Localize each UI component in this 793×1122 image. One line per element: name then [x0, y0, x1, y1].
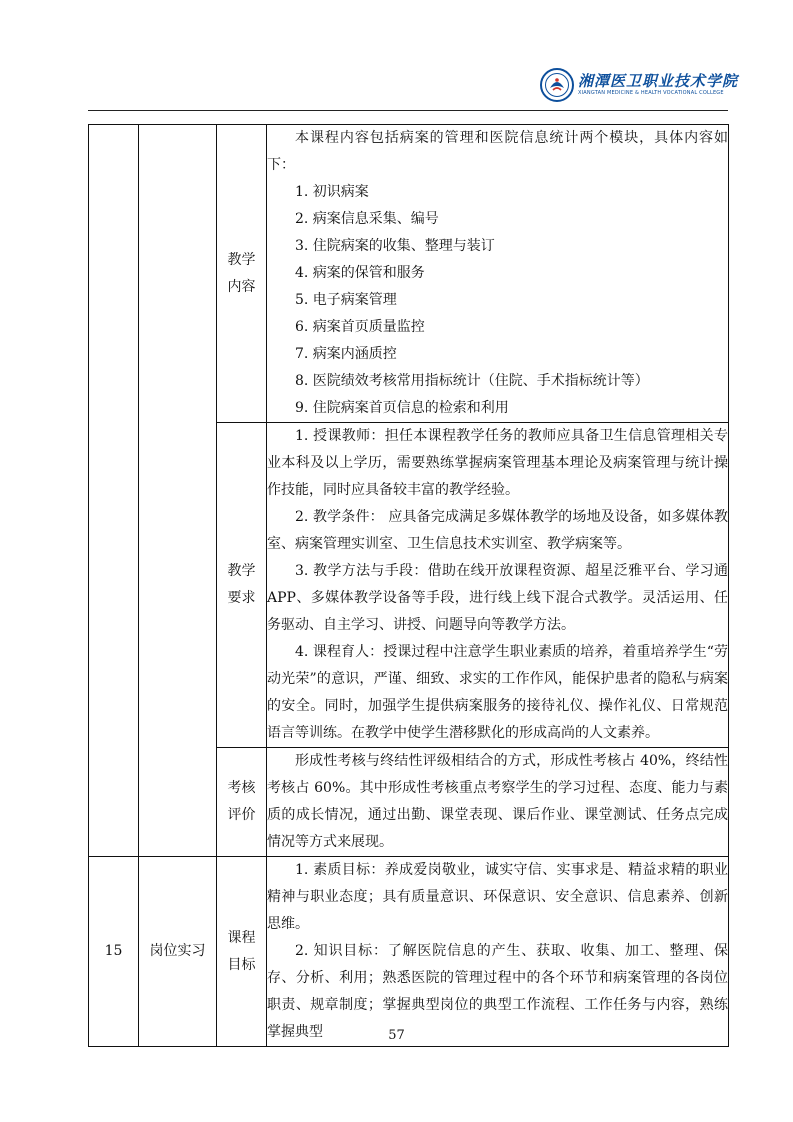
- course-name-cell-empty: [139, 125, 217, 857]
- label-line: 评价: [227, 807, 256, 823]
- list-item: 8. 医院绩效考核常用指标统计（住院、手术指标统计等）: [295, 373, 649, 389]
- number-cell-empty: [89, 125, 139, 857]
- list-item: 2. 病案信息采集、编号: [295, 211, 439, 227]
- list-item: 7. 病案内涵质控: [295, 346, 397, 362]
- college-logo: [540, 68, 740, 108]
- paragraph: 2. 教学条件： 应具备完成满足多媒体教学的场地及设备，如多媒体教室、病案管理实训室、卫生信息技术实训室、教学病案等。: [267, 509, 728, 552]
- course-objectives-body: [267, 857, 729, 1047]
- assessment-body: [267, 748, 729, 857]
- teaching-content-intro: 本课程内容包括病案的管理和医院信息统计两个模块，具体内容如下：: [267, 130, 728, 173]
- label-teaching-content: [217, 125, 267, 423]
- course-name: 岗位实习: [139, 857, 217, 1047]
- college-name-en: XIANGTAN MEDICINE & HEALTH VOCATIONAL COLLEGE: [578, 90, 724, 96]
- course-number: 15: [89, 857, 139, 1047]
- paragraph: 1. 素质目标：养成爱岗敬业，诚实守信、实事求是、精益求精的职业精神与职业态度；具有质量意识、环保意识、安全意识、信息素养、创新思维。: [267, 862, 728, 932]
- label-teaching-requirements: [217, 423, 267, 748]
- paragraph: 4. 课程育人：授课过程中注意学生职业素质的培养，着重培养学生“劳动光荣”的意识，严谨、细致、求实的工作作风，能保护患者的隐私与病案的安全。同时，加强学生提供病案服务的接待礼仪、操作礼仪、日常规范语言等训练。在教学中使学生潜移默化的形成高尚的人文素养。: [267, 644, 728, 741]
- label-line: 要求: [227, 590, 256, 606]
- label-assessment: [217, 748, 267, 857]
- row-internship: [89, 857, 729, 1047]
- label-line: 内容: [227, 278, 256, 295]
- label-line: 教学: [227, 251, 256, 268]
- label-line: 考核: [227, 780, 256, 796]
- paragraph: 2. 知识目标：了解医院信息的产生、获取、收集、加工、整理、保存、分析、利用；熟悉医院的管理过程中的各个环节和病案管理的各岗位职责、规章制度；掌握典型岗位的典型工作流程、工作任务与内容，熟练掌握典型: [267, 943, 728, 1040]
- list-item: 1. 初识病案: [295, 184, 369, 200]
- list-item: 6. 病案首页质量监控: [295, 319, 425, 335]
- label-course-objectives: [217, 857, 267, 1047]
- college-emblem-icon: [540, 68, 574, 102]
- paragraph: 1. 授课教师：担任本课程教学任务的教师应具备卫生信息管理相关专业本科及以上学历，需要熟练掌握病案管理基本理论及病案管理与统计操作技能，同时应具备较丰富的教学经验。: [267, 428, 728, 498]
- teaching-requirements-body: [267, 423, 729, 748]
- college-name: 湘潭医卫职业技术学院: [578, 72, 739, 90]
- list-item: 3. 住院病案的收集、整理与装订: [295, 238, 495, 254]
- row-teaching-content: [89, 125, 729, 423]
- label-line: 课程: [227, 929, 256, 946]
- curriculum-table: [88, 124, 729, 1047]
- page-number: 57: [388, 1028, 405, 1043]
- paragraph: 3. 教学方法与手段：借助在线开放课程资源、超星泛雅平台、学习通APP、多媒体教学设备等手段，进行线上线下混合式教学。灵活运用、任务驱动、自主学习、讲授、问题导向等教学方法。: [267, 563, 728, 633]
- header-rule: [88, 110, 728, 111]
- label-line: 教学: [227, 563, 256, 579]
- teaching-content-body: [267, 125, 729, 423]
- list-item: 4. 病案的保管和服务: [295, 265, 425, 281]
- list-item: 5. 电子病案管理: [295, 292, 397, 308]
- list-item: 9. 住院病案首页信息的检索和利用: [295, 400, 509, 416]
- label-line: 目标: [227, 956, 256, 973]
- paragraph: 形成性考核与终结性评级相结合的方式，形成性考核占 40%，终结性考核占 60%。其中形成性考核重点考察学生的学习过程、态度、能力与素质的成长情况，通过出勤、课堂表现、课后作业、课堂测试、任务点完成情况等方式来展现。: [267, 753, 728, 850]
